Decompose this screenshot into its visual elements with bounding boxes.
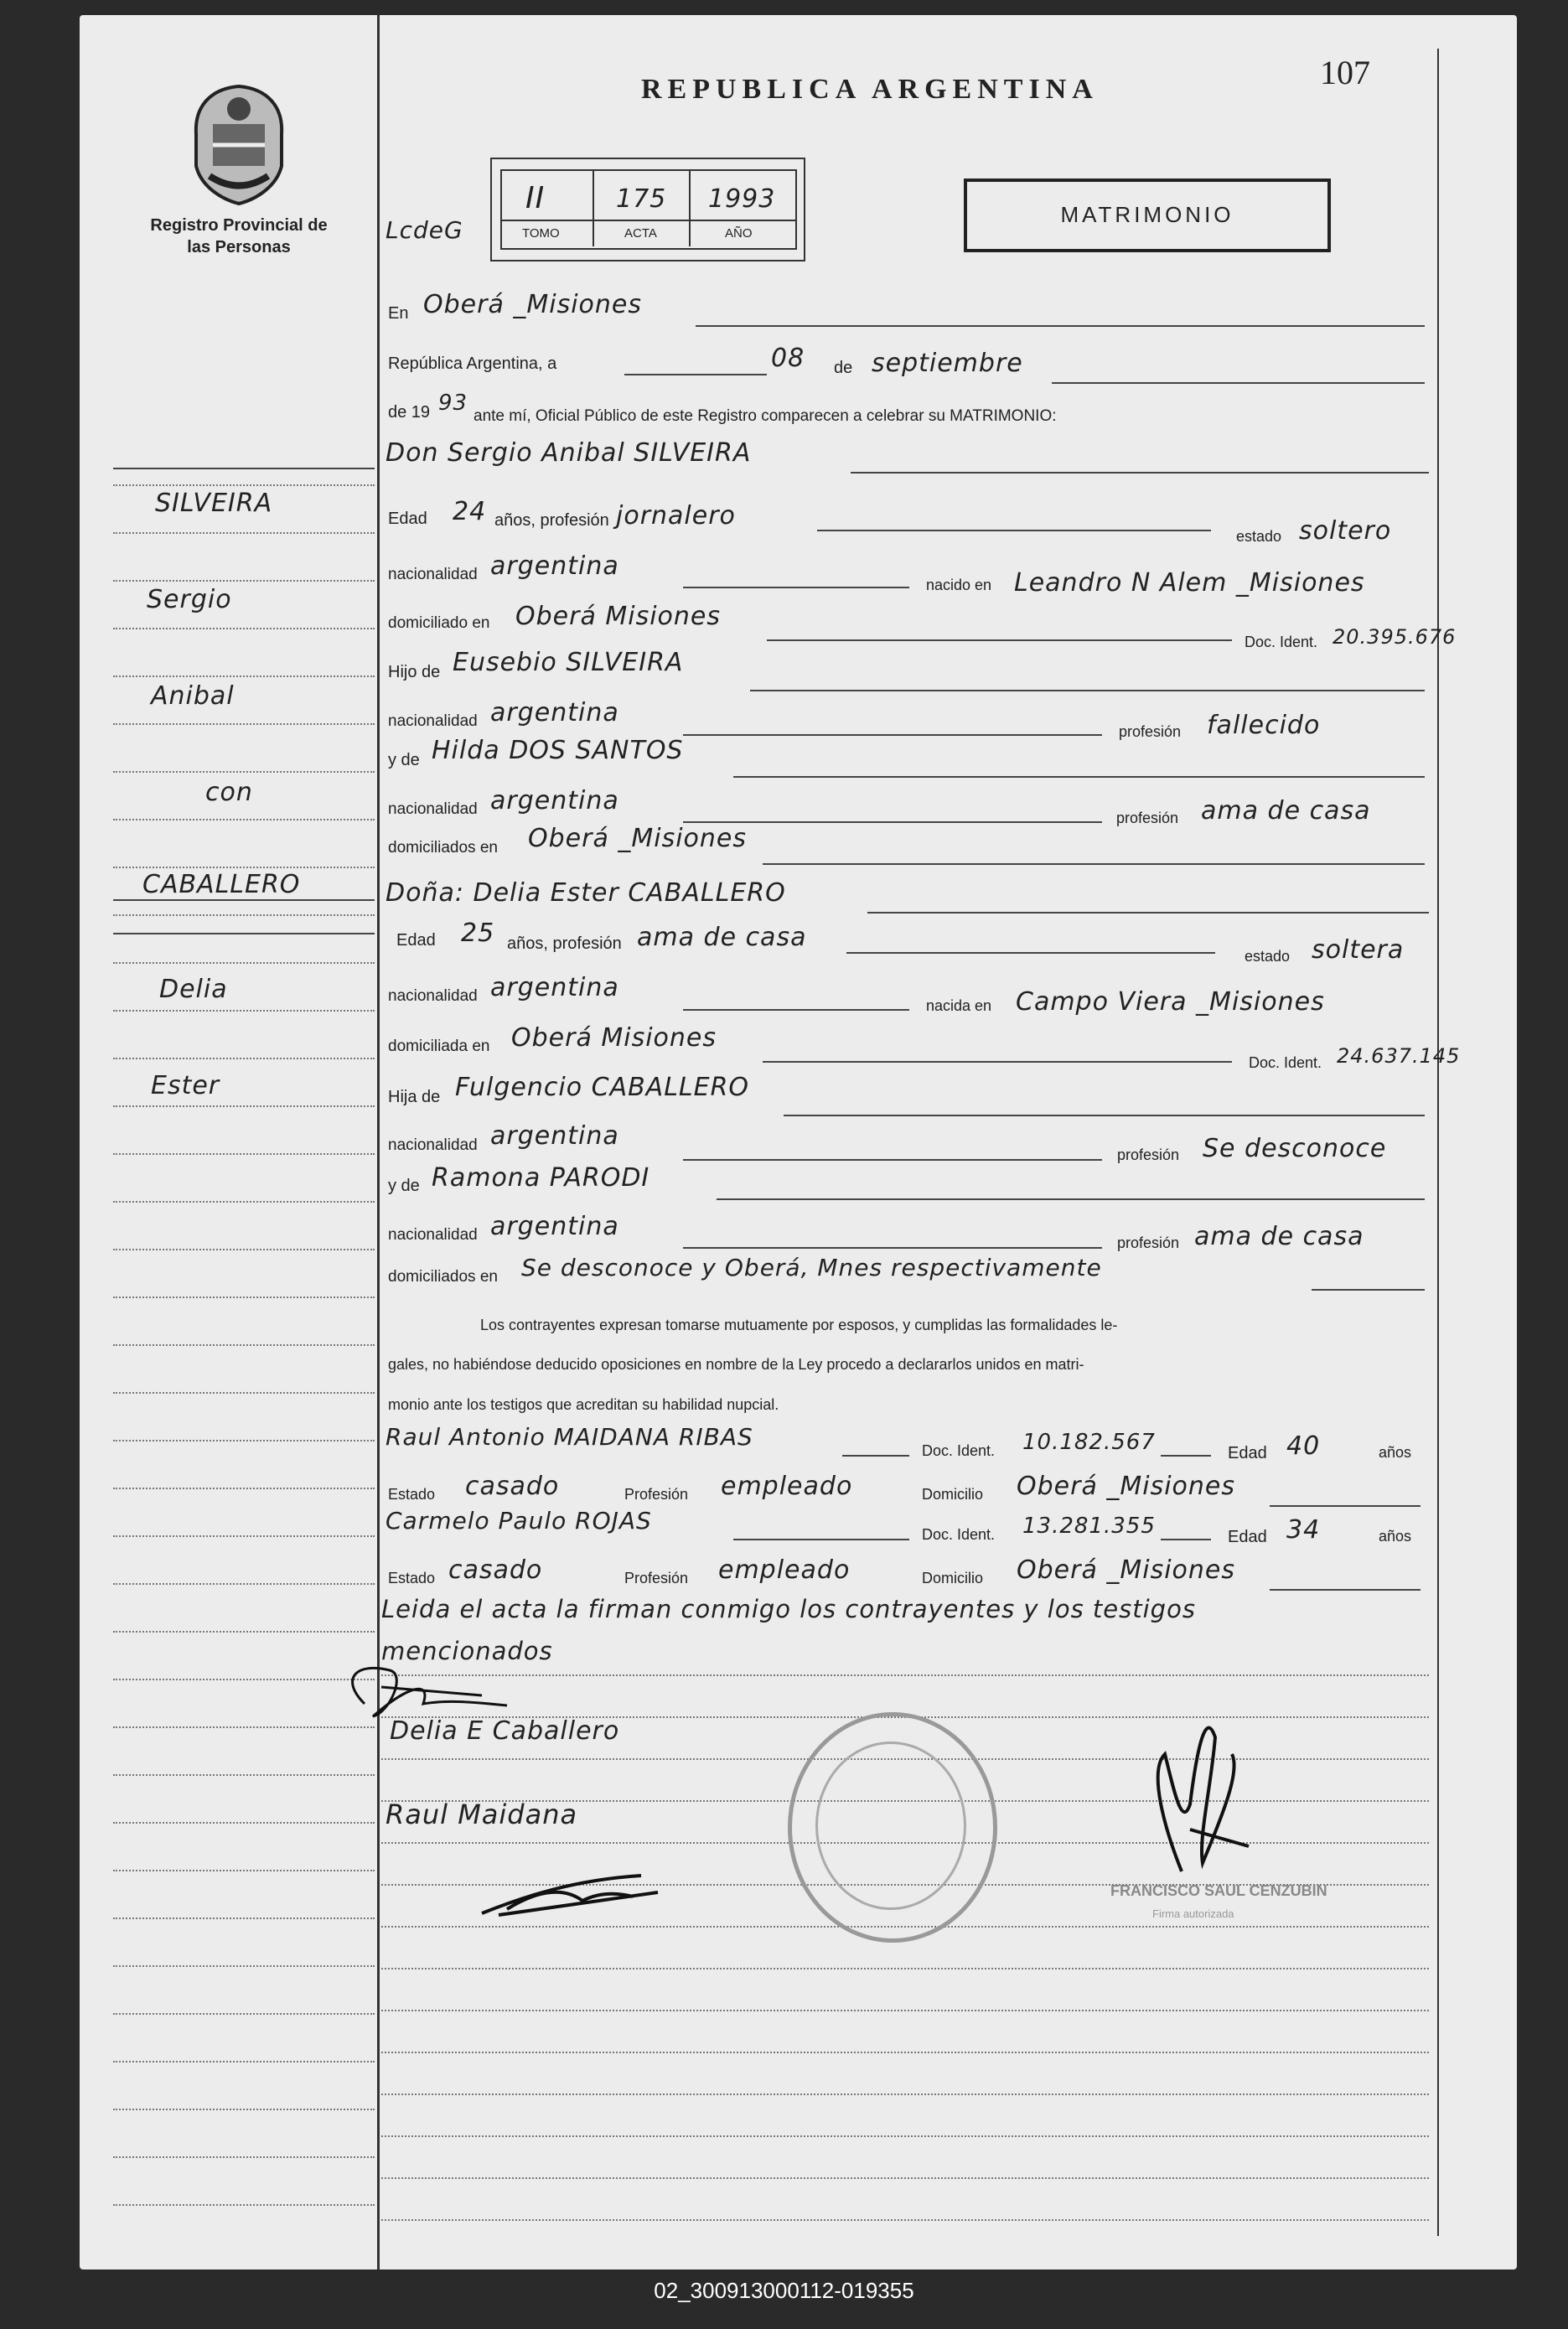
main-ruled-line — [381, 1968, 1429, 1969]
groom-birthplace: Leandro N Alem _Misiones — [1014, 568, 1365, 598]
hijo-label: Hijo de — [388, 663, 441, 681]
groom-mother-profession: ama de casa — [1201, 796, 1371, 826]
groom-name: Don Sergio Anibal SILVEIRA — [386, 438, 752, 468]
bride-mother: Ramona PARODI — [432, 1163, 650, 1193]
bride-mother-profession: ama de casa — [1194, 1222, 1364, 1251]
bride-domicile: Oberá Misiones — [511, 1023, 717, 1053]
declaration-line-2: gales, no habiéndose deducido oposiciones en nombre de la Ley procedo a declararlos unidos en matri- — [388, 1356, 1084, 1373]
groom-parents-dom-label: domiciliados en — [388, 839, 498, 857]
margin-ruled-line — [113, 1105, 375, 1107]
margin-ruled-line — [113, 1249, 375, 1250]
main-ruled-line — [381, 2219, 1429, 2221]
acta-label: ACTA — [624, 226, 657, 241]
margin-ruled-line — [113, 2156, 375, 2158]
witness1-estado-label: Estado — [388, 1486, 436, 1503]
tomo-label: TOMO — [522, 226, 560, 241]
bride-father-profession: Se desconoce — [1203, 1134, 1387, 1163]
margin-note-middle-name-bride: Ester — [151, 1071, 220, 1100]
bride-father-prof-label: profesión — [1117, 1146, 1180, 1163]
margin-note-middle-name-groom: Anibal — [151, 681, 235, 711]
bride-father-nationality: argentina — [490, 1121, 619, 1151]
groom-nationality: argentina — [490, 551, 619, 581]
margin-ruled-line — [113, 867, 375, 868]
witness2-anos-label: años — [1379, 1528, 1412, 1545]
witness1-anos-label: años — [1379, 1444, 1412, 1461]
margin-ruled-line — [113, 1774, 375, 1776]
groom-mother-prof-label: profesión — [1116, 810, 1179, 826]
groom-father-prof-label: profesión — [1119, 723, 1182, 740]
margin-ruled-line — [113, 1392, 375, 1394]
hija-label: Hija de — [388, 1088, 441, 1106]
year-prefix: de 19 — [388, 403, 431, 422]
bride-doc: 24.637.145 — [1337, 1044, 1461, 1068]
bride-age: 25 — [461, 919, 495, 948]
margin-ruled-line — [113, 675, 375, 677]
groom-estado-label: estado — [1236, 528, 1282, 545]
bride-parents-dom-label: domiciliados en — [388, 1268, 498, 1286]
witness2-doc: 13.281.355 — [1022, 1514, 1156, 1539]
act-day: 08 — [771, 344, 805, 373]
groom-doc-label: Doc. Ident. — [1245, 634, 1318, 650]
groom-age: 24 — [453, 497, 487, 526]
closing-line-2: mencionados — [381, 1637, 553, 1665]
margin-ruled-line — [113, 580, 375, 582]
matrimonio-box — [964, 179, 1331, 252]
witness2-prof-label: Profesión — [624, 1570, 689, 1586]
official-stamp-role: Firma autorizada — [1152, 1907, 1234, 1920]
official-stamp-name: FRANCISCO SAUL CENZUBIN — [1110, 1882, 1327, 1899]
margin-ruled-line — [113, 2061, 375, 2062]
acta-box — [490, 158, 805, 261]
anio-label: AÑO — [725, 226, 753, 241]
margin-ruled-line — [113, 1296, 375, 1298]
margin-ruled-line — [113, 962, 375, 964]
margin-ruled-line — [113, 819, 375, 820]
groom-domicile: Oberá Misiones — [515, 602, 722, 631]
margin-ruled-line — [113, 2109, 375, 2110]
margin-note-first-name-groom: Sergio — [147, 585, 232, 614]
closing-line-1: Leida el acta la firman conmigo los contrayentes y los testigos — [381, 1595, 1196, 1623]
de-label: de — [834, 359, 853, 377]
witness1-name: Raul Antonio MAIDANA RIBAS — [386, 1423, 753, 1451]
groom-father-nac-label: nacionalidad — [388, 712, 478, 730]
witness2-age: 34 — [1286, 1515, 1321, 1545]
margin-ruled-line — [113, 1535, 375, 1537]
margin-ruled-line — [113, 914, 375, 916]
bride-name: Doña: Delia Ester CABALLERO — [386, 878, 786, 908]
margin-ruled-line — [113, 628, 375, 629]
witness1-signature: Raul Maidana — [386, 1799, 578, 1830]
image-caption: 02_300913000112-019355 — [654, 2278, 914, 2303]
witness2-signature — [474, 1863, 691, 1930]
en-label: En — [388, 304, 409, 323]
declaration-line-3: monio ante los testigos que acreditan su habilidad nupcial. — [388, 1396, 779, 1413]
country-title: REPUBLICA ARGENTINA — [641, 74, 1099, 105]
witness1-prof-label: Profesión — [624, 1486, 689, 1503]
margin-ruled-line — [113, 1010, 375, 1012]
bride-estado-label: estado — [1245, 948, 1291, 965]
witness2-status: casado — [448, 1555, 543, 1585]
bride-mother-nac-label: nacionalidad — [388, 1226, 478, 1244]
groom-mother-nationality: argentina — [490, 786, 619, 815]
bride-parents-domicile: Se desconoce y Oberá, Mnes respectivamente — [521, 1254, 1102, 1281]
margin-ruled-line — [113, 484, 375, 486]
register-page — [80, 15, 1517, 2269]
witness2-profession: empleado — [718, 1555, 851, 1585]
groom-mother-nac-label: nacionalidad — [388, 800, 478, 818]
witness1-doc-label: Doc. Ident. — [922, 1442, 996, 1459]
margin-note-surname-bride: CABALLERO — [142, 870, 301, 899]
coat-of-arms-logo — [184, 82, 293, 208]
witness1-dom-label: Domicilio — [922, 1486, 984, 1503]
bride-signature: Delia E Caballero — [390, 1716, 620, 1746]
act-intro: ante mí, Oficial Público de este Registro comparecen a celebrar su MATRIMONIO: — [474, 407, 1057, 425]
bride-doc-label: Doc. Ident. — [1249, 1054, 1322, 1071]
bride-nationality: argentina — [490, 973, 619, 1002]
margin-ruled-line — [113, 1965, 375, 1967]
bride-edad-label: Edad — [396, 931, 436, 950]
groom-edad-label: Edad — [388, 510, 427, 528]
margin-ruled-line — [113, 723, 375, 725]
left-margin-rule — [377, 15, 380, 2269]
margin-ruled-line — [113, 1153, 375, 1155]
groom-mother: Hilda DOS SANTOS — [432, 736, 684, 765]
margin-ruled-line — [113, 1058, 375, 1059]
groom-profession: jornalero — [616, 501, 736, 530]
witness2-name: Carmelo Paulo ROJAS — [386, 1507, 652, 1535]
margin-ruled-line — [113, 1631, 375, 1633]
yde-label-2: y de — [388, 1177, 420, 1195]
bride-anos-label: años, profesión — [507, 934, 622, 953]
margin-ruled-line — [113, 1488, 375, 1489]
declaration-line-1: Los contrayentes expresan tomarse mutuamente por esposos, y cumplidas las formalidades le- — [480, 1317, 1118, 1333]
witness2-doc-label: Doc. Ident. — [922, 1526, 996, 1543]
tomo-value: II — [525, 181, 546, 215]
witness2-dom-label: Domicilio — [922, 1570, 984, 1586]
margin-note-surname-groom: SILVEIRA — [155, 489, 273, 518]
bride-mother-nationality: argentina — [490, 1212, 619, 1241]
bride-father: Fulgencio CABALLERO — [455, 1073, 750, 1102]
witness1-profession: empleado — [721, 1472, 853, 1501]
right-margin-rule — [1437, 49, 1439, 2236]
margin-note-con: con — [205, 778, 253, 807]
margin-ruled-line — [113, 1440, 375, 1441]
bride-status: soltera — [1312, 935, 1405, 965]
act-month: septiembre — [872, 349, 1023, 378]
bride-father-nac-label: nacionalidad — [388, 1136, 478, 1154]
matrimonio-label: MATRIMONIO — [1060, 202, 1234, 227]
groom-father-nationality: argentina — [490, 698, 619, 727]
main-ruled-line — [381, 2010, 1429, 2011]
act-place: Oberá _Misiones — [423, 290, 643, 319]
margin-ruled-line — [113, 1201, 375, 1203]
witness1-edad-label: Edad — [1228, 1444, 1267, 1462]
bride-nacida-label: nacida en — [926, 997, 992, 1014]
main-ruled-line — [381, 2052, 1429, 2053]
main-ruled-line — [381, 2177, 1429, 2179]
witness2-signature-text — [520, 1874, 526, 1875]
margin-ruled-line — [113, 2013, 375, 2015]
witness1-status: casado — [465, 1472, 560, 1501]
registry-name: Registro Provincial de las Personas — [150, 216, 328, 256]
margin-note-first-name-bride: Delia — [159, 975, 228, 1004]
groom-father: Eusebio SILVEIRA — [453, 648, 684, 677]
witness2-domicile: Oberá _Misiones — [1017, 1555, 1236, 1585]
margin-ruled-line — [113, 1918, 375, 1919]
margin-ruled-line — [113, 1344, 375, 1346]
witness1-age: 40 — [1286, 1431, 1321, 1461]
witness1-domicile: Oberá _Misiones — [1017, 1472, 1236, 1501]
groom-parents-domicile: Oberá _Misiones — [528, 824, 748, 853]
groom-status: soltero — [1299, 516, 1392, 546]
margin-ruled-line — [113, 532, 375, 534]
witness2-estado-label: Estado — [388, 1570, 436, 1586]
act-year: 93 — [438, 391, 468, 416]
official-seal — [788, 1712, 997, 1943]
margin-ruled-line — [113, 771, 375, 773]
main-ruled-line — [381, 2094, 1429, 2095]
groom-dom-label: domiciliado en — [388, 614, 490, 632]
bride-profession: ama de casa — [637, 923, 807, 952]
margin-ruled-line — [113, 1870, 375, 1871]
margin-ruled-line — [113, 2204, 375, 2206]
bride-nac-label: nacionalidad — [388, 987, 478, 1005]
bride-dom-label: domiciliada en — [388, 1038, 490, 1055]
groom-nacido-label: nacido en — [926, 577, 992, 593]
witness1-doc: 10.182.567 — [1022, 1430, 1156, 1455]
margin-ruled-line — [113, 1583, 375, 1585]
groom-nac-label: nacionalidad — [388, 566, 478, 583]
main-ruled-line — [381, 2135, 1429, 2137]
margin-ruled-line — [113, 1822, 375, 1824]
date-label: República Argentina, a — [388, 355, 557, 373]
yde-label-1: y de — [388, 751, 420, 769]
anio-value: 1993 — [708, 184, 776, 214]
groom-anos-label: años, profesión — [494, 511, 609, 530]
groom-father-profession: fallecido — [1207, 711, 1321, 740]
acta-value: 175 — [616, 184, 667, 214]
bride-mother-prof-label: profesión — [1117, 1234, 1180, 1251]
witness2-edad-label: Edad — [1228, 1528, 1267, 1546]
page-number: 107 — [1320, 54, 1370, 91]
acta-prefix: LcdeG — [386, 216, 463, 244]
groom-doc: 20.395.676 — [1333, 625, 1457, 649]
official-signature — [1131, 1704, 1265, 1897]
bride-birthplace: Campo Viera _Misiones — [1016, 987, 1325, 1017]
